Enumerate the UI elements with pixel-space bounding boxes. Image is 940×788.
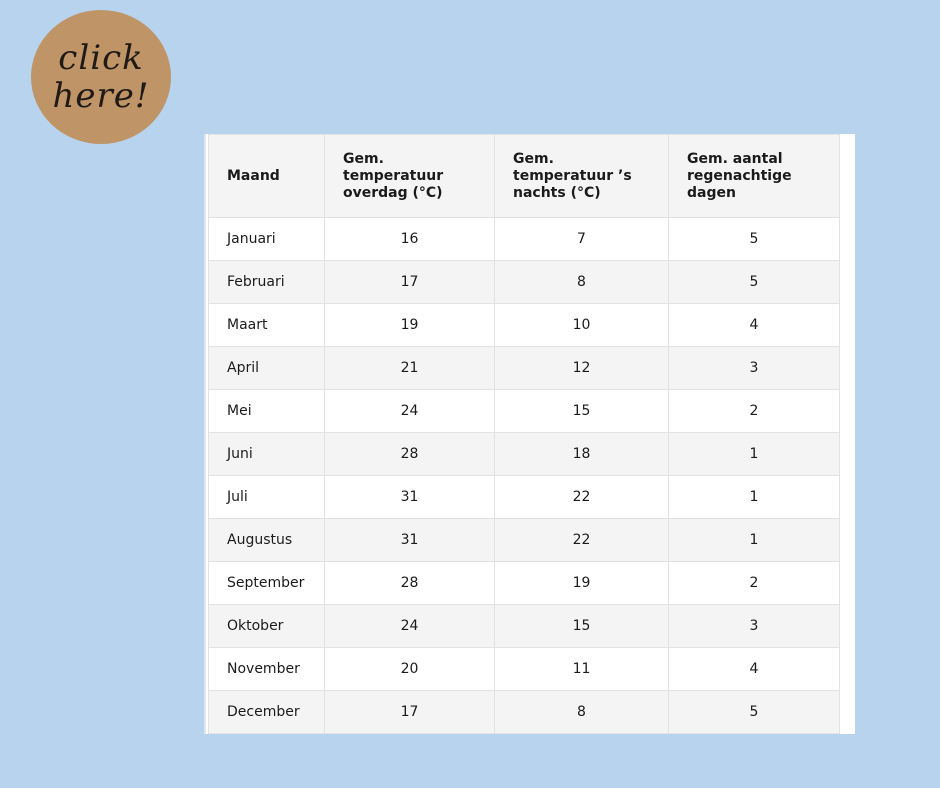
cell-rain-days: 1 <box>669 519 840 562</box>
cell-day-temp: 17 <box>325 261 495 304</box>
click-here-line2: here! <box>52 76 150 116</box>
cell-night-temp: 15 <box>495 605 669 648</box>
cell-rain-days: 3 <box>669 347 840 390</box>
cell-day-temp: 28 <box>325 433 495 476</box>
header-night-temp: Gem. temperatuur ’s nachts (°C) <box>495 135 669 218</box>
cell-month: April <box>209 347 325 390</box>
click-here-badge[interactable] <box>31 10 171 144</box>
cell-day-temp: 28 <box>325 562 495 605</box>
cell-month: Augustus <box>209 519 325 562</box>
table-row <box>209 648 840 691</box>
cell-rain-days: 1 <box>669 476 840 519</box>
table-header-row <box>209 135 840 218</box>
cell-rain-days: 5 <box>669 261 840 304</box>
cell-rain-days: 3 <box>669 605 840 648</box>
table-row <box>209 390 840 433</box>
table-row <box>209 562 840 605</box>
table-row <box>209 691 840 734</box>
cell-rain-days: 5 <box>669 691 840 734</box>
header-day-temp: Gem. temperatuur overdag (°C) <box>325 135 495 218</box>
cell-month: September <box>209 562 325 605</box>
table-row <box>209 347 840 390</box>
cell-day-temp: 16 <box>325 218 495 261</box>
cell-month: Februari <box>209 261 325 304</box>
cell-day-temp: 24 <box>325 605 495 648</box>
cell-night-temp: 10 <box>495 304 669 347</box>
cell-rain-days: 5 <box>669 218 840 261</box>
table-row <box>209 261 840 304</box>
table-row <box>209 476 840 519</box>
cell-day-temp: 24 <box>325 390 495 433</box>
cell-rain-days: 2 <box>669 390 840 433</box>
cell-night-temp: 22 <box>495 519 669 562</box>
cell-night-temp: 11 <box>495 648 669 691</box>
cell-day-temp: 20 <box>325 648 495 691</box>
header-month: Maand <box>209 135 325 218</box>
cell-month: Juli <box>209 476 325 519</box>
cell-month: Maart <box>209 304 325 347</box>
cell-day-temp: 21 <box>325 347 495 390</box>
table-row <box>209 519 840 562</box>
table-row <box>209 433 840 476</box>
cell-month: Mei <box>209 390 325 433</box>
table-row <box>209 605 840 648</box>
cell-night-temp: 7 <box>495 218 669 261</box>
cell-rain-days: 4 <box>669 648 840 691</box>
cell-night-temp: 18 <box>495 433 669 476</box>
cell-rain-days: 2 <box>669 562 840 605</box>
cell-month: November <box>209 648 325 691</box>
cell-night-temp: 8 <box>495 261 669 304</box>
cell-rain-days: 4 <box>669 304 840 347</box>
cell-night-temp: 12 <box>495 347 669 390</box>
cell-month: Juni <box>209 433 325 476</box>
cell-day-temp: 19 <box>325 304 495 347</box>
cell-day-temp: 31 <box>325 519 495 562</box>
cell-rain-days: 1 <box>669 433 840 476</box>
table-body <box>209 218 840 734</box>
cell-month: December <box>209 691 325 734</box>
cell-month: Januari <box>209 218 325 261</box>
cell-night-temp: 8 <box>495 691 669 734</box>
cell-night-temp: 19 <box>495 562 669 605</box>
climate-table <box>208 134 840 734</box>
table-row <box>209 218 840 261</box>
cell-night-temp: 22 <box>495 476 669 519</box>
header-rain-days: Gem. aantal regenachtige dagen <box>669 135 840 218</box>
cell-month: Oktober <box>209 605 325 648</box>
cell-day-temp: 31 <box>325 476 495 519</box>
click-here-line1: click <box>58 38 144 78</box>
table-row <box>209 304 840 347</box>
climate-table-panel <box>204 134 855 734</box>
cell-day-temp: 17 <box>325 691 495 734</box>
cell-night-temp: 15 <box>495 390 669 433</box>
